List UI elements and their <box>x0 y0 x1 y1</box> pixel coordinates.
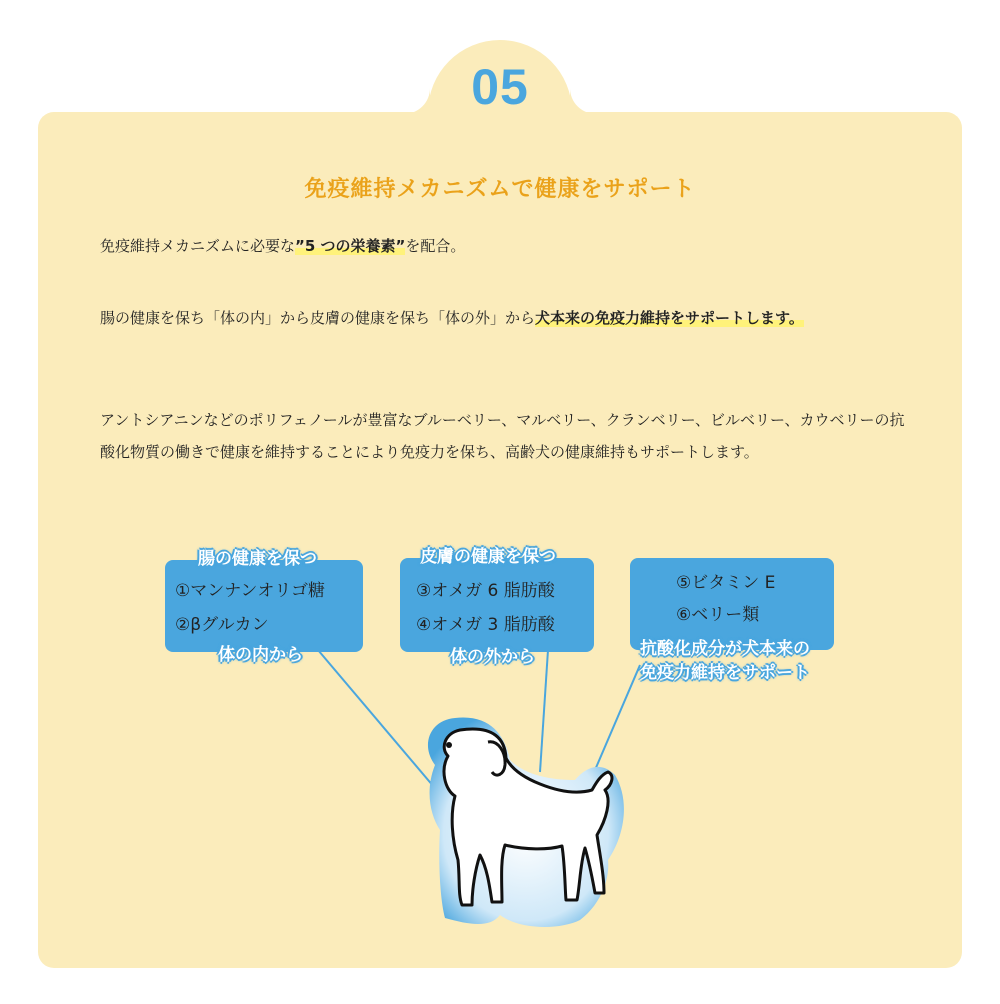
paragraph-3: アントシアニンなどのポリフェノールが豊富なブルーベリー、マルベリー、クランベリー、ビルベリー、カウベリーの抗酸化物質の働きで健康を維持することにより免疫力を保ち、高齢犬の健康維持もサポートします。 <box>100 411 905 461</box>
nutrient-item: ③オメガ 6 脂肪酸 <box>416 581 555 601</box>
connector-line-2 <box>540 650 548 772</box>
box-2-bottom-caption: 体の外から <box>450 647 535 667</box>
feature-heading: 免疫維持メカニズムで健康をサポート <box>304 177 696 202</box>
connector-line-3 <box>595 665 640 770</box>
nutrient-item: ⑤ビタミン E <box>676 573 776 593</box>
paragraph-1-highlight: ”5 つの栄養素” <box>295 237 406 255</box>
box-3-bottom-caption-line-2: 免疫力維持をサポート <box>640 663 810 683</box>
paragraph-1-text: 免疫維持メカニズムに必要な <box>100 237 296 255</box>
nutrient-box-1 <box>165 560 363 652</box>
nutrient-item: ①マンナンオリゴ糖 <box>175 581 326 601</box>
connector-line-1 <box>318 650 445 800</box>
nutrient-item: ④オメガ 3 脂肪酸 <box>416 615 555 635</box>
box-1-bottom-caption: 体の内から <box>218 645 303 665</box>
nutrient-box-2 <box>400 558 594 652</box>
nutrient-item: ②βグルカン <box>175 615 269 635</box>
paragraph-1-text-end: を配合。 <box>405 237 466 255</box>
feature-number: 05 <box>471 59 529 115</box>
paragraph-2-highlight: 犬本来の免疫力維持をサポートします。 <box>535 309 804 327</box>
nutrient-item: ⑥ベリー類 <box>676 605 760 625</box>
paragraph-2-text: 腸の健康を保ち「体の内」から皮膚の健康を保ち「体の外」から <box>100 309 536 327</box>
box-1-top-caption: 腸の健康を保つ <box>198 549 317 569</box>
box-3-bottom-caption-line-1: 抗酸化成分が犬本来の <box>640 639 810 659</box>
box-2-top-caption: 皮膚の健康を保つ <box>420 547 556 567</box>
